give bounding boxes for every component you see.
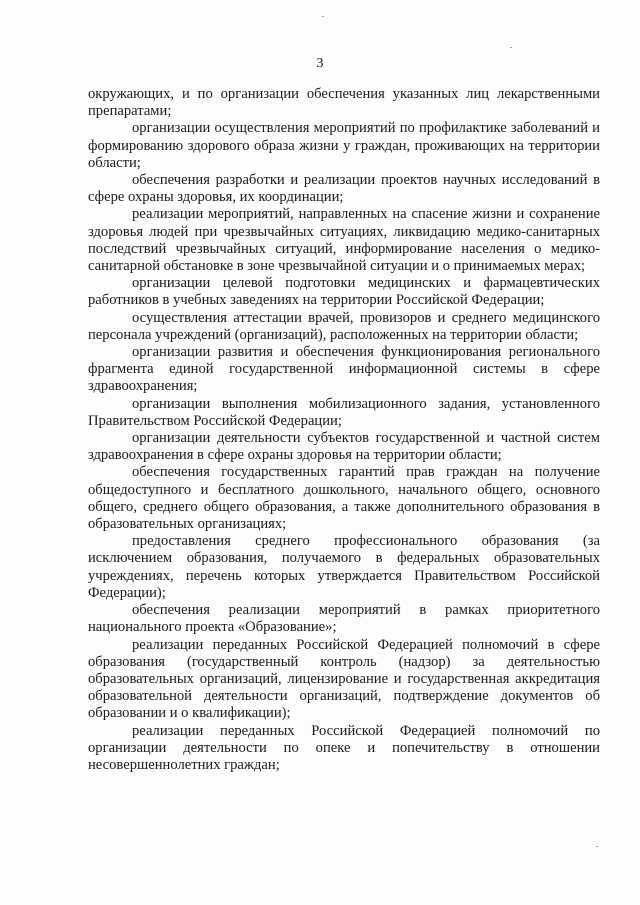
paragraph: организации осуществления мероприятий по профилактике заболеваний и формированию здорового образа жизни у граждан, проживающих на территории области; xyxy=(88,120,600,171)
paragraph: организации развития и обеспечения функционирования регионального фрагмента единой государственной информационной системы в сфере здравоохранения; xyxy=(88,344,600,395)
paragraph: реализации переданных Российской Федерацией полномочий в сфере образования (государственный контроль (надзор) за деятельностью образовательных организаций, лицензирование и государственная аккредитация образовательной деятельности организаций, подтверждение документов об образовании и о квалификации); xyxy=(88,636,600,722)
paragraph: реализации переданных Российской Федерацией полномочий по организации деятельности по опеке и попечительству в отношении несовершеннолетних граждан; xyxy=(88,722,600,773)
paragraph: обеспечения разработки и реализации проектов научных исследований в сфере охраны здоровья, их координации; xyxy=(88,172,600,206)
paragraph: организации выполнения мобилизационного задания, установленного Правительством Российской Федерации; xyxy=(88,395,600,429)
scan-speck xyxy=(322,16,324,17)
paragraph: обеспечения государственных гарантий прав граждан на получение общедоступного и бесплатного дошкольного, начального общего, основного общего, среднего общего образования, а также дополнительного образования в образовательных организациях; xyxy=(88,464,600,533)
paragraph: реализации мероприятий, направленных на спасение жизни и сохранение здоровья людей при чрезвычайных ситуациях, ликвидацию медико-санитарных последствий чрезвычайных ситуаций, информирование населения о медико-санитарной обстановке в зоне чрезвычайной ситуации и о принимаемых мерах; xyxy=(88,206,600,275)
paragraph: обеспечения реализации мероприятий в рамках приоритетного национального проекта «Образование»; xyxy=(88,602,600,636)
paragraph: предоставления среднего профессионального образования (за исключением образования, получаемого в федеральных образовательных учреждениях, перечень которых утверждается Правительством Российской Федерации); xyxy=(88,533,600,601)
page-number: 3 xyxy=(316,56,324,71)
paragraph: организации целевой подготовки медицинских и фармацевтических работников в учебных заведениях на территории Российской Федерации; xyxy=(88,275,600,309)
document-body xyxy=(88,86,600,774)
paragraph: осуществления аттестации врачей, провизоров и среднего медицинского персонала учреждений (организаций), расположенных на территории области; xyxy=(88,309,600,343)
scan-speck xyxy=(596,846,598,847)
scan-speck xyxy=(510,47,512,48)
paragraph: окружающих, и по организации обеспечения указанных лиц лекарственными препаратами; xyxy=(88,86,600,120)
paragraph: организации деятельности субъектов государственной и частной систем здравоохранения в сфере охраны здоровья на территории области; xyxy=(88,430,600,464)
